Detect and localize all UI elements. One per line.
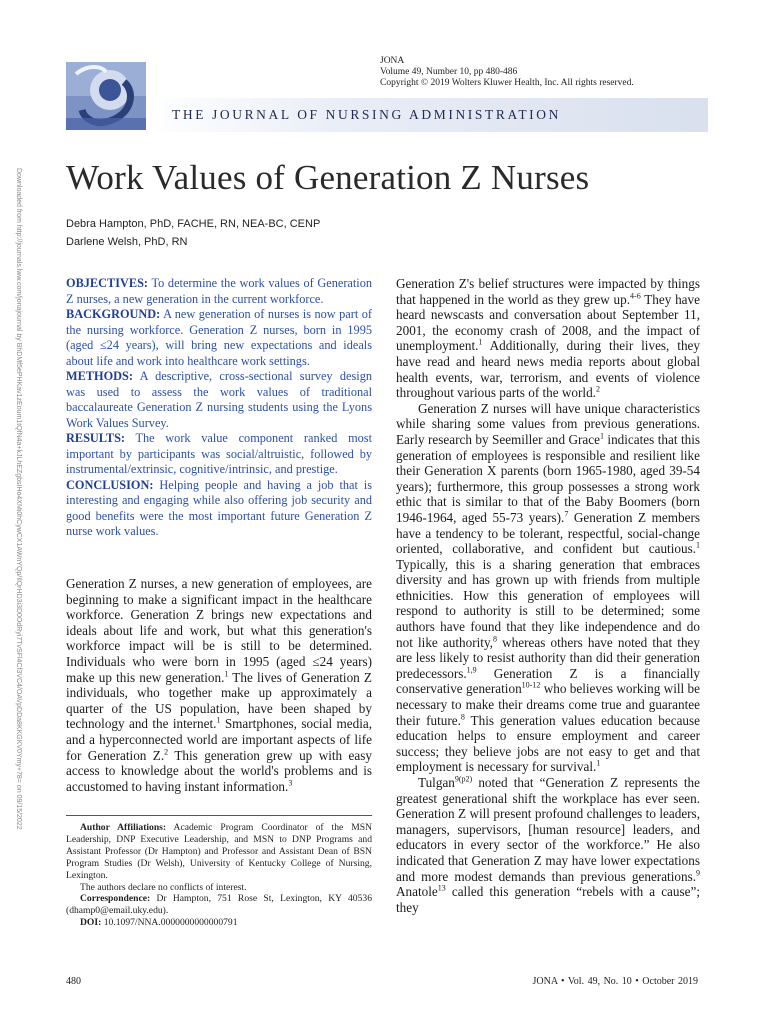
text-run: noted that “Generation Z represents the greatest generational shift the workplace has ever seen. Generation Z will present profound challenges to leaders, managers, supervisors, [human resource] leaders, and educators in every sector of the workforce.” He also indicated that Generation Z may have lower expectations and more modest demands than previous generations. [396, 775, 700, 884]
doi-label: DOI: [80, 917, 102, 929]
side-watermark [14, 168, 26, 830]
affiliation-paragraph [66, 822, 372, 882]
citation: 8 [492, 634, 497, 644]
abstract [66, 276, 372, 540]
text-run: Generation Z nurses, a new generation of employees, are beginning to make a significant impact in the healthcare workforce. Generation Z brings new expectations and ideals about life and work, but what this generation's workforce impact will be is still to be determined. Individuals who were born in 1995 (aged ≤24 years) make up this new generation. [66, 576, 372, 685]
text-run: indicates that this generation of employees is responsible and resilient like their Generation X parents (born 1965-1980, aged 39-54 years); furthermore, this group possesses a strong work ethic that is similar to that of the Baby Boomers (born 1946-1964, aged 55-73 years). [396, 431, 701, 525]
citation: 8 [460, 712, 465, 722]
citation: 2 [595, 384, 600, 394]
affiliation-label: Author Affiliations: [80, 822, 167, 833]
citation: 10-12 [521, 681, 541, 691]
citation: 1,9 [466, 665, 477, 675]
text-run: They have heard newscasts and conversation about September 11, 2001, the economy crash of 2008, and the impact of unemployment. [396, 291, 700, 354]
affiliation-text: Academic Program Coordinator of the MSN Leadership, DNP Executive Leadership, and MSN to DNP Programs and Assistant Professor (Dr Hampton) and Professor and Assistant Dean of BSN Program Studies (Dr Welsh), University of Kentucky College of Nursing, Lexington. [66, 822, 373, 881]
volume-line: Volume 49, Number 10, pp 480-486 [380, 67, 518, 77]
objectives-label: OBJECTIVES: [66, 276, 149, 290]
citation: 1 [478, 337, 483, 347]
journal-logo [66, 62, 146, 130]
citation: 1 [599, 431, 604, 441]
citation: 9 [696, 868, 700, 878]
text-run: Typically, this is a sharing generation that embraces diversity and has grown up with friends from multiple ethnicities. How this generation of employees will respond to authority is still to be determined; some authors have found that they like independence and do not like authority, [396, 556, 700, 650]
conclusion-label: CONCLUSION: [66, 477, 154, 492]
doi-link[interactable]: 10.1097/NNA.0000000000000791 [101, 917, 238, 929]
citation: 13 [437, 883, 446, 893]
copyright-line: Copyright © 2019 Wolters Kluwer Health, Inc. All rights reserved. [380, 78, 634, 88]
text-run: The lives of Generation Z individuals, who together make up approximately a quarter of the US population, have been shaped by technology and the internet. [66, 669, 372, 732]
methods-label: METHODS: [66, 369, 133, 383]
citation: 4-6 [630, 291, 641, 301]
affiliation-divider [66, 815, 372, 816]
doi-line [66, 917, 372, 929]
text-run: Smartphones, social media, and a hyperconnected world are important aspects of life for Generation Z. [66, 716, 373, 763]
author-1: Debra Hampton, PhD, FACHE, RN, NEA-BC, CENP [66, 218, 321, 230]
author-2: Darlene Welsh, PhD, RN [66, 236, 188, 248]
text-run: Generation Z is a financially conservative generation [396, 665, 700, 697]
citation: 9(p2) [454, 774, 473, 784]
text-run: Generation Z nurses will have unique characteristics while sharing some values from previous generations. Early research by Seemiller and Grace [396, 400, 700, 447]
author-affiliations [66, 822, 372, 929]
citation: 2 [164, 747, 169, 757]
running-footer: JONA • Vol. 49, No. 10 • October 2019 [532, 976, 698, 987]
background-text: A new generation of nurses is now part of the nursing workforce. Generation Z nurses, born in 1995 (aged ≤24 years), will bring new expectations and ideals about life and work into healthcare work settings. [66, 307, 372, 368]
conclusion-text: Helping people and having a job that is interesting and engaging while also offering job security and good benefits were the most important future Generation Z nurse work values. [66, 477, 372, 538]
text-run: called this generation “rebels with a cause”; they [396, 884, 700, 915]
page-number: 480 [66, 976, 81, 987]
text-run: This generation values education because education helps to ensure employment and career success; they believe jobs are not easy to get and that employment is necessary for survival. [396, 712, 701, 775]
correspondence-text: Dr Hampton, 751 Rose St, Lexington, KY 40536 (dhamp0@email.uky.edu). [66, 893, 372, 917]
citation: 1 [224, 669, 229, 679]
text-run: This generation grew up with easy access to knowledge about the world's problems and is accustomed to having instant information. [66, 747, 372, 794]
right-body [396, 276, 700, 915]
text-run: whereas others have noted that they are less likely to resist authority than did their generation predecessors. [396, 634, 700, 681]
text-run: Generation Z's belief structures were impacted by things that happened in the world as they grew up. [396, 276, 700, 307]
methods-text: A descriptive, cross-sectional survey design was used to assess the work values of traditional baccalaureate Generation Z nursing students using the Lyons Work Values Survey. [66, 369, 372, 430]
citation: 1 [596, 759, 601, 769]
citation: 1 [696, 540, 700, 550]
journal-meta [380, 56, 634, 89]
correspondence [66, 893, 372, 917]
watermark-text: Downloaded from http://journals.lww.com/jonajournal by BhDMf5ePHKav1zEoum1tQfN4a+kJLhEZgbsIHo4XMi0hCywCX1AWnYQp/IlQrHD3i3D0OdRyi7TvSFl4Cf3VC4/OAVpDDa8KKGKV0Ymy+78= on 09/15/2022 [15, 168, 22, 830]
background-label: BACKGROUND: [66, 307, 161, 321]
body-paragraph [396, 775, 700, 915]
results-label: RESULTS: [66, 431, 126, 445]
text-run: Generation Z members have a tendency to be tolerant, respectful, social-change oriented, collaborative, and confident but cautious. [396, 509, 700, 557]
body-paragraph [396, 276, 700, 401]
journal-abbrev: JONA [380, 56, 405, 66]
text-run: Tulgan [418, 775, 455, 790]
results-text: The work value component ranked most important by participants was social/altruistic, followed by instrumental/extrinsic, cognitive/intrinsic, and prestige. [66, 431, 372, 476]
text-run: Additionally, during their lives, they have read and heard news media reports about global health events, war, terrorism, and events of violence throughout various parts of the world. [396, 338, 700, 401]
text-run: who believes working will be necessary to make their dreams come true and guarantee their future. [396, 681, 701, 728]
conflict-statement: The authors declare no conflicts of interest. [80, 881, 247, 893]
body-paragraph [396, 401, 700, 775]
citation: 7 [564, 509, 569, 519]
objectives-text: To determine the work values of Generation Z nurses, a new generation in the current workforce. [66, 276, 372, 306]
text-run: Anatole [396, 884, 438, 900]
citation: 1 [216, 715, 221, 725]
journal-name: THE JOURNAL OF NURSING ADMINISTRATION [172, 107, 561, 122]
article-title: Work Values of Generation Z Nurses [66, 158, 590, 197]
citation: 3 [288, 778, 293, 788]
body-paragraph [66, 576, 372, 794]
correspondence-label: Correspondence: [80, 893, 151, 905]
left-body [66, 576, 372, 794]
